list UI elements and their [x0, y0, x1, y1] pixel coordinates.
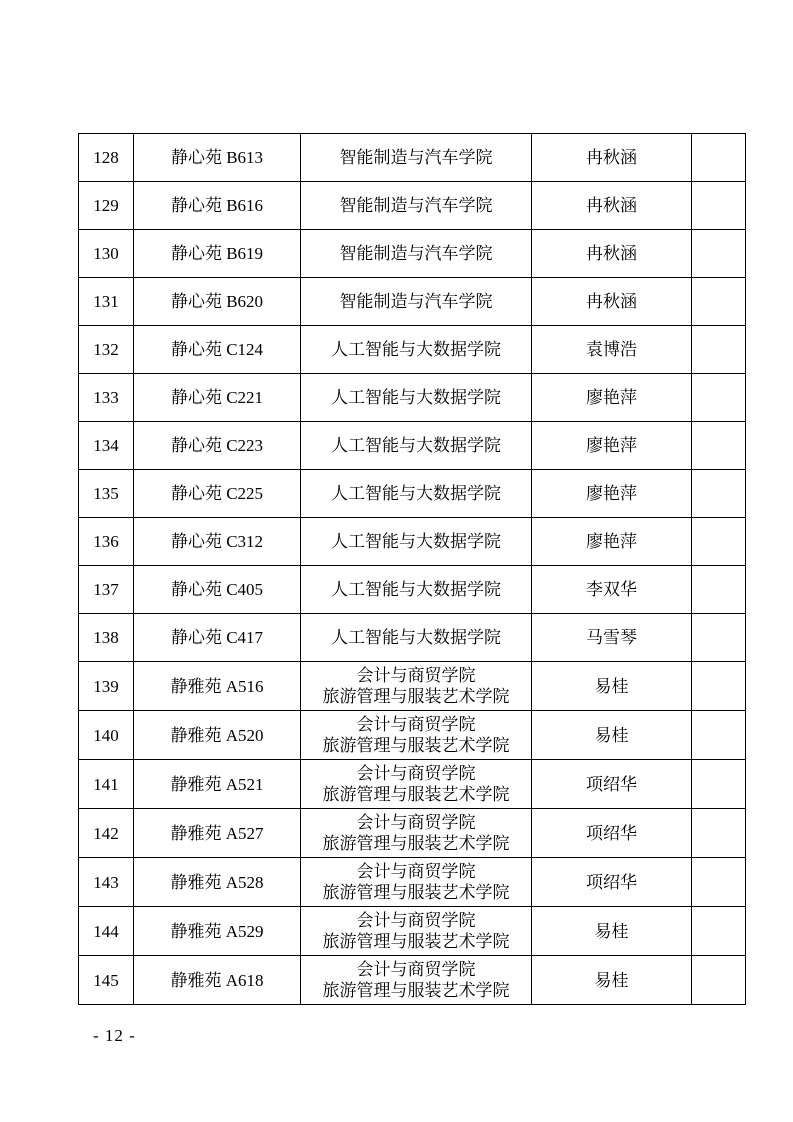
table-row — [79, 182, 746, 230]
college-cell — [301, 711, 532, 760]
dorm-room-cell: 静心苑 C405 — [134, 566, 301, 614]
college-cell — [301, 662, 532, 711]
note-cell — [692, 614, 746, 662]
college-name: 人工智能与大数据学院 — [331, 580, 501, 599]
college-cell — [301, 230, 532, 278]
college-name: 人工智能与大数据学院 — [331, 484, 501, 503]
responsible-person-cell: 项绍华 — [532, 809, 692, 858]
dorm-room-cell: 静雅苑 A527 — [134, 809, 301, 858]
college-cell — [301, 809, 532, 858]
responsible-person-cell: 廖艳萍 — [532, 422, 692, 470]
table-row — [79, 470, 746, 518]
dorm-room-cell: 静雅苑 A618 — [134, 956, 301, 1005]
note-cell — [692, 470, 746, 518]
college-name: 会计与商贸学院 — [356, 960, 476, 979]
table-row — [79, 760, 746, 809]
college-name: 智能制造与汽车学院 — [339, 148, 493, 167]
college-cell — [301, 907, 532, 956]
college-name: 旅游管理与服装艺术学院 — [322, 981, 510, 1000]
college-cell — [301, 470, 532, 518]
college-cell — [301, 326, 532, 374]
roster-body — [79, 134, 746, 1005]
row-number-cell: 138 — [79, 614, 134, 662]
college-cell — [301, 614, 532, 662]
table-row — [79, 956, 746, 1005]
college-name: 会计与商贸学院 — [356, 813, 476, 832]
table-row — [79, 711, 746, 760]
responsible-person-cell: 冉秋涵 — [532, 182, 692, 230]
row-number-cell: 130 — [79, 230, 134, 278]
row-number-cell: 141 — [79, 760, 134, 809]
note-cell — [692, 134, 746, 182]
row-number-cell: 129 — [79, 182, 134, 230]
table-row — [79, 134, 746, 182]
note-cell — [692, 422, 746, 470]
dorm-room-cell: 静心苑 C124 — [134, 326, 301, 374]
college-name: 人工智能与大数据学院 — [331, 628, 501, 647]
note-cell — [692, 230, 746, 278]
college-cell — [301, 422, 532, 470]
college-name: 会计与商贸学院 — [356, 666, 476, 685]
dorm-room-cell: 静心苑 C225 — [134, 470, 301, 518]
college-cell — [301, 182, 532, 230]
table-row — [79, 518, 746, 566]
table-row — [79, 278, 746, 326]
dorm-room-cell: 静心苑 B613 — [134, 134, 301, 182]
table-row — [79, 662, 746, 711]
dorm-room-cell: 静心苑 C223 — [134, 422, 301, 470]
note-cell — [692, 326, 746, 374]
table-row — [79, 566, 746, 614]
row-number-cell: 137 — [79, 566, 134, 614]
college-name: 旅游管理与服装艺术学院 — [322, 883, 510, 902]
note-cell — [692, 374, 746, 422]
college-name: 会计与商贸学院 — [356, 715, 476, 734]
responsible-person-cell: 易桂 — [532, 711, 692, 760]
college-cell — [301, 278, 532, 326]
college-name: 旅游管理与服装艺术学院 — [322, 834, 510, 853]
college-name: 人工智能与大数据学院 — [331, 532, 501, 551]
dorm-room-cell: 静心苑 C221 — [134, 374, 301, 422]
college-name: 会计与商贸学院 — [356, 764, 476, 783]
dorm-room-cell: 静雅苑 A528 — [134, 858, 301, 907]
college-cell — [301, 956, 532, 1005]
college-name: 旅游管理与服装艺术学院 — [322, 785, 510, 804]
table-row — [79, 374, 746, 422]
dorm-room-cell: 静雅苑 A521 — [134, 760, 301, 809]
college-name: 旅游管理与服装艺术学院 — [322, 932, 510, 951]
table-row — [79, 907, 746, 956]
college-cell — [301, 566, 532, 614]
row-number-cell: 135 — [79, 470, 134, 518]
college-name: 旅游管理与服装艺术学院 — [322, 736, 510, 755]
college-name: 会计与商贸学院 — [356, 862, 476, 881]
responsible-person-cell: 项绍华 — [532, 858, 692, 907]
college-name: 智能制造与汽车学院 — [339, 196, 493, 215]
table-row — [79, 858, 746, 907]
row-number-cell: 145 — [79, 956, 134, 1005]
college-name: 人工智能与大数据学院 — [331, 436, 501, 455]
college-cell — [301, 134, 532, 182]
note-cell — [692, 809, 746, 858]
responsible-person-cell: 冉秋涵 — [532, 278, 692, 326]
note-cell — [692, 711, 746, 760]
note-cell — [692, 760, 746, 809]
table-row — [79, 230, 746, 278]
responsible-person-cell: 冉秋涵 — [532, 134, 692, 182]
responsible-person-cell: 廖艳萍 — [532, 374, 692, 422]
dorm-room-cell: 静雅苑 A529 — [134, 907, 301, 956]
responsible-person-cell: 易桂 — [532, 956, 692, 1005]
note-cell — [692, 518, 746, 566]
responsible-person-cell: 廖艳萍 — [532, 470, 692, 518]
dorm-room-cell: 静雅苑 A520 — [134, 711, 301, 760]
college-name: 人工智能与大数据学院 — [331, 388, 501, 407]
responsible-person-cell: 易桂 — [532, 907, 692, 956]
college-cell — [301, 858, 532, 907]
college-name: 会计与商贸学院 — [356, 911, 476, 930]
responsible-person-cell: 袁博浩 — [532, 326, 692, 374]
dorm-room-cell: 静雅苑 A516 — [134, 662, 301, 711]
note-cell — [692, 278, 746, 326]
college-name: 旅游管理与服装艺术学院 — [322, 687, 510, 706]
row-number-cell: 142 — [79, 809, 134, 858]
table-row — [79, 422, 746, 470]
row-number-cell: 128 — [79, 134, 134, 182]
college-name: 智能制造与汽车学院 — [339, 244, 493, 263]
college-cell — [301, 760, 532, 809]
note-cell — [692, 907, 746, 956]
responsible-person-cell: 项绍华 — [532, 760, 692, 809]
college-cell — [301, 518, 532, 566]
row-number-cell: 139 — [79, 662, 134, 711]
responsible-person-cell: 易桂 — [532, 662, 692, 711]
dorm-room-cell: 静心苑 B619 — [134, 230, 301, 278]
responsible-person-cell: 冉秋涵 — [532, 230, 692, 278]
college-name: 智能制造与汽车学院 — [339, 292, 493, 311]
responsible-person-cell: 廖艳萍 — [532, 518, 692, 566]
note-cell — [692, 858, 746, 907]
dorm-room-cell: 静心苑 C417 — [134, 614, 301, 662]
dormitory-roster-table — [78, 133, 746, 1005]
college-cell — [301, 374, 532, 422]
responsible-person-cell: 李双华 — [532, 566, 692, 614]
row-number-cell: 143 — [79, 858, 134, 907]
note-cell — [692, 662, 746, 711]
row-number-cell: 136 — [79, 518, 134, 566]
dorm-room-cell: 静心苑 C312 — [134, 518, 301, 566]
row-number-cell: 144 — [79, 907, 134, 956]
row-number-cell: 131 — [79, 278, 134, 326]
row-number-cell: 133 — [79, 374, 134, 422]
table-row — [79, 809, 746, 858]
college-name: 人工智能与大数据学院 — [331, 340, 501, 359]
table-row — [79, 326, 746, 374]
dorm-room-cell: 静心苑 B620 — [134, 278, 301, 326]
page-number: - 12 - — [93, 1026, 136, 1045]
row-number-cell: 134 — [79, 422, 134, 470]
responsible-person-cell: 马雪琴 — [532, 614, 692, 662]
note-cell — [692, 956, 746, 1005]
note-cell — [692, 182, 746, 230]
note-cell — [692, 566, 746, 614]
row-number-cell: 140 — [79, 711, 134, 760]
row-number-cell: 132 — [79, 326, 134, 374]
dorm-room-cell: 静心苑 B616 — [134, 182, 301, 230]
table-row — [79, 614, 746, 662]
